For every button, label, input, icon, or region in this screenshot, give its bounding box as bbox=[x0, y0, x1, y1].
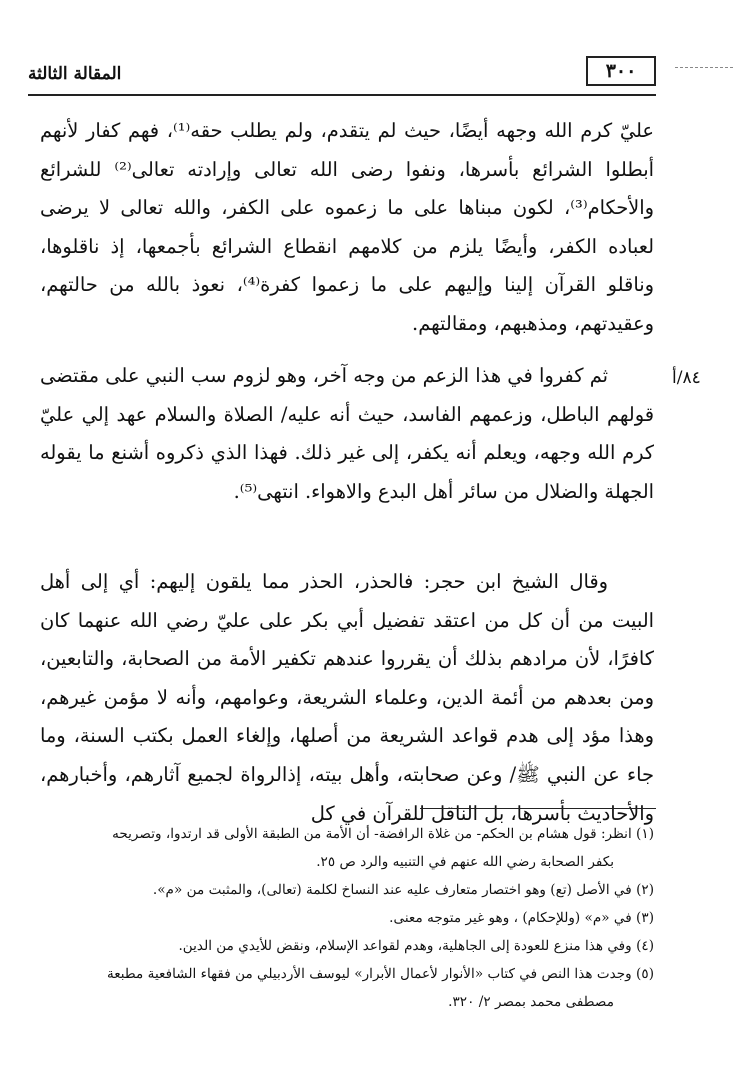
paragraph-3: وقال الشيخ ابن حجر: فالحذر، الحذر مما يلقون إليهم: أي إلى أهل البيت من أن كل من اعتقد تفضيل أبي بكر على عليّ رضي الله عنهما كان كافرًا، لأن مرادهم بذلك أن يقرروا عندهم تكفير الأمة من الصحابة، والتابعين، ومن بعدهم من أئمة الدين، وعلماء الشريعة، وعوامهم، وأنه لا مؤمن غيرهم، وهذا مؤد إلى هدم قواعد الشريعة من أصلها، وإلغاء العمل بكتب السنة، وما جاء عن النبي ﷺ/ وعن صحابته، وأهل بيته، إذالرواة لجميع آثارهم، وأخبارهم، والأحاديث بأسرها، بل الناقل للقرآن في كل bbox=[40, 570, 654, 825]
footnote-3: (٣) في «م» (وللإحكام) ، وهو غير متوجه معنى. bbox=[389, 910, 654, 926]
footnote-5: (٥) وجدت هذا النص في كتاب «الأنوار لأعمال الأبرار» ليوسف الأردبيلي من فقهاء الشافعية مطبعة bbox=[106, 966, 654, 982]
chapter-title: المقالة الثالثة bbox=[28, 64, 122, 84]
footnote-1-continued: بكفر الصحابة رضي الله عنهم في التنبيه والرد ص ٢٥. bbox=[316, 854, 614, 870]
footnote-5-continued: مصطفى محمد بمصر ٢/ ٣٢٠. bbox=[448, 994, 614, 1010]
footnote-4: (٤) وفي هذا منزع للعودة إلى الجاهلية، وهدم لقواعد الإسلام، ونقض للأيدي من الدين. bbox=[178, 938, 654, 954]
footnote-rule bbox=[420, 808, 656, 809]
footnote-1: (١) انظر: قول هشام بن الحكم- من غلاة الرافضة- أن الأمة من الطبقة الأولى قد ارتدوا، وتصريحه bbox=[112, 826, 654, 842]
folio-reference: ٨٤/أ bbox=[672, 368, 701, 388]
page-header bbox=[28, 52, 656, 96]
footnote-2: (٢) في الأصل (تع) وهو اختصار متعارف عليه عند النساخ لكلمة (تعالى)، والمثبت من «م». bbox=[152, 882, 654, 898]
page-number: ٣٠٠ bbox=[586, 56, 656, 86]
margin-dash-mark bbox=[675, 67, 733, 68]
paragraph-2: ثم كفروا في هذا الزعم من وجه آخر، وهو لزوم سب النبي على مقتضى قولهم الباطل، وزعمهم الفاسد، حيث أنه عليه/ الصلاة والسلام عهد إلي عليّ كرم الله وجهه، ويعلم أنه يكفر، إلى غير ذلك. فهذا الذي ذكروه أشنع ما يقوله الجهلة والضلال من سائر أهل البدع والاهواء. انتهى⁽⁵⁾. bbox=[40, 364, 654, 503]
main-text bbox=[40, 112, 654, 847]
header-rule bbox=[28, 94, 656, 96]
paragraph-1: عليّ كرم الله وجهه أيضًا، حيث لم يتقدم، ولم يطلب حقه⁽¹⁾، فهم كفار لأنهم أبطلوا الشرائع بأسرها، ونفوا رضى الله تعالى وإرادته تعالى⁽²⁾ للشرائع والأحكام⁽³⁾، لكون مبناها على ما زعموه على الكفر، والله تعالى لا يرضى لعباده الكفر، وأيضًا يلزم من كلامهم انقطاع الشرائع بأجمعها، إذ ناقلوها، وناقلو القرآن إلينا وإليهم على ما زعموا كفرة⁽⁴⁾، نعوذ بالله من حالتهم، وعقيدتهم، ومذهبهم، ومقالتهم. bbox=[40, 119, 654, 335]
footnotes bbox=[40, 820, 654, 1016]
